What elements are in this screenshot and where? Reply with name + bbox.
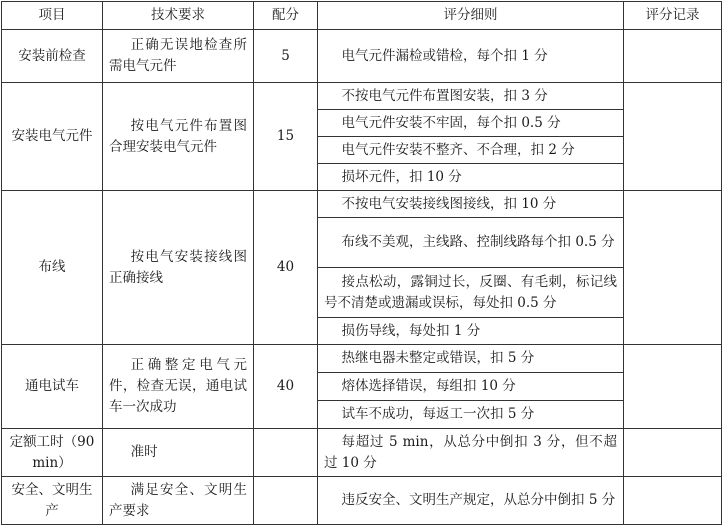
header-record: 评分记录: [624, 2, 722, 30]
score-cell: 40: [254, 191, 318, 345]
score-cell: 5: [254, 30, 318, 83]
requirement-cell: 正确整定电气元件，检查无误，通电试车一次成功: [103, 345, 254, 429]
table-row: [2, 429, 722, 477]
record-cell: [624, 30, 722, 83]
detail-cell: 电气元件漏检或错检，每个扣 1 分: [318, 30, 624, 83]
detail-cell: 不按电气元件布置图安装，扣 3 分: [318, 83, 624, 110]
requirement-cell: 按电气元件布置图合理安装电气元件: [103, 83, 254, 191]
detail-cell: 每超过 5 min，从总分中倒扣 3 分，但不超过 10 分: [318, 429, 624, 477]
detail-cell: 不按电气安装接线图接线，扣 10 分: [318, 191, 624, 218]
score-cell: 15: [254, 83, 318, 191]
score-cell: 40: [254, 345, 318, 429]
header-score: 配分: [254, 2, 318, 30]
detail-cell: 试车不成功，每返工一次扣 5 分: [318, 401, 624, 429]
requirement-cell: 正确无误地检查所需电气元件: [103, 30, 254, 83]
detail-cell: 损坏元件，扣 10 分: [318, 164, 624, 191]
item-cell: 安装前检查: [2, 30, 103, 83]
record-cell: [624, 477, 722, 525]
item-cell: 定额工时（90 min）: [2, 429, 103, 477]
detail-cell: 布线不美观，主线路、控制线路每个扣 0.5 分: [318, 218, 624, 268]
table-row: [2, 345, 722, 373]
header-item: 项目: [2, 2, 103, 30]
record-cell: [624, 191, 722, 345]
record-cell: [624, 345, 722, 429]
detail-cell: 熔体选择错误，每组扣 10 分: [318, 373, 624, 401]
score-cell: [254, 477, 318, 525]
item-cell: 通电试车: [2, 345, 103, 429]
requirement-cell: 满足安全、文明生产要求: [103, 477, 254, 525]
table-row: [2, 191, 722, 218]
scoring-table: [1, 1, 722, 525]
score-cell: [254, 429, 318, 477]
table-row: [2, 477, 722, 525]
detail-cell: 违反安全、文明生产规定，从总分中倒扣 5 分: [318, 477, 624, 525]
header-row: [2, 2, 722, 30]
header-requirement: 技术要求: [103, 2, 254, 30]
record-cell: [624, 429, 722, 477]
detail-cell: 接点松动，露铜过长，反圈、有毛刺，标记线号不清楚或遗漏或误标，每处扣 0.5 分: [318, 268, 624, 318]
header-details: 评分细则: [318, 2, 624, 30]
item-cell: 安全、文明生产: [2, 477, 103, 525]
detail-cell: 电气元件安装不牢固，每个扣 0.5 分: [318, 110, 624, 137]
detail-cell: 电气元件安装不整齐、不合理，扣 2 分: [318, 137, 624, 164]
detail-cell: 损伤导线，每处扣 1 分: [318, 318, 624, 345]
item-cell: 安装电气元件: [2, 83, 103, 191]
record-cell: [624, 83, 722, 191]
item-cell: 布线: [2, 191, 103, 345]
table-row: [2, 30, 722, 83]
requirement-cell: 准时: [103, 429, 254, 477]
table-row: [2, 83, 722, 110]
detail-cell: 热继电器未整定或错误，扣 5 分: [318, 345, 624, 373]
requirement-cell: 按电气安装接线图正确接线: [103, 191, 254, 345]
